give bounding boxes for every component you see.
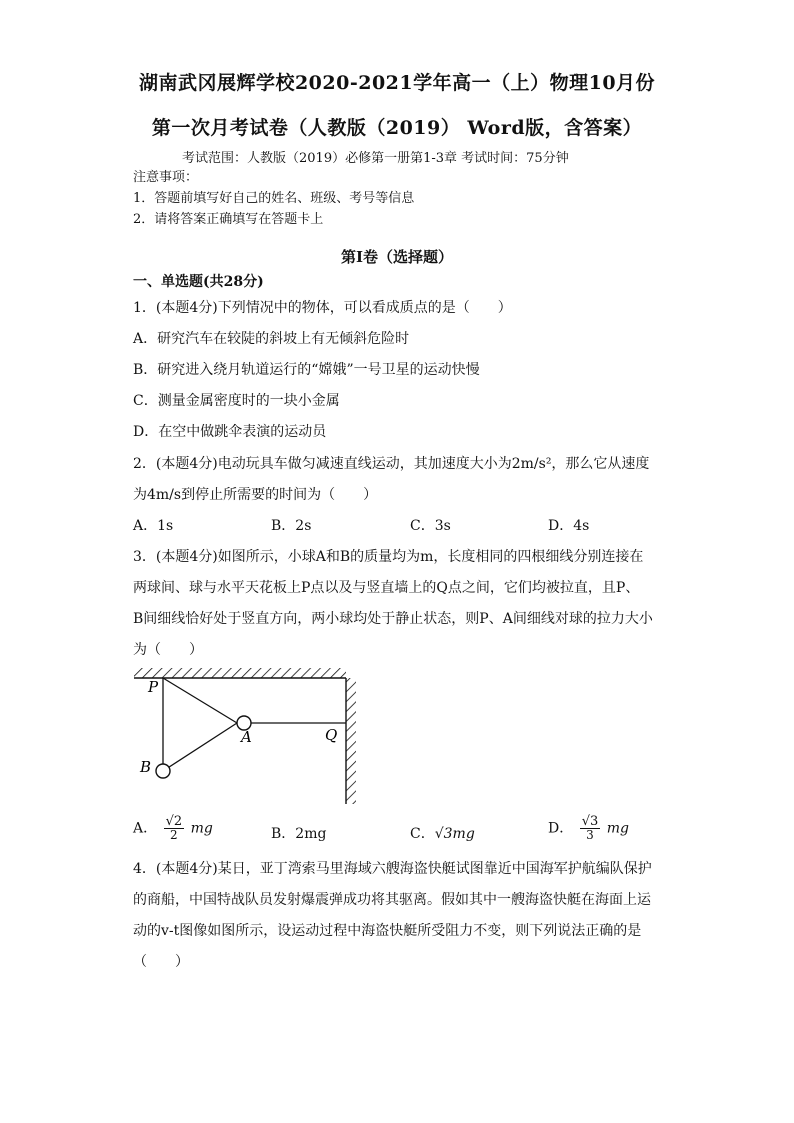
q2-option-b: B．2s [271, 518, 312, 534]
question-2-stem-line2: 为4m/s到停止所需要的时间为（ ） [133, 487, 378, 503]
q2-option-c: C．3s [410, 518, 451, 534]
question-3-stem-line1: 3．(本题4分)如图所示，小球A和B的质量均为m，长度相同的四根细线分别连接在 [133, 549, 644, 565]
question-4-stem-line3: 动的v-t图像如图所示，设运动过程中海盗快艇所受阻力不变，则下列说法正确的是 [133, 923, 642, 939]
q3-option-a-unit: mg [190, 820, 213, 837]
string-b-a [163, 723, 237, 771]
q3-option-d-denominator: 3 [586, 828, 594, 842]
wall-hatch [346, 678, 356, 804]
q1-option-b: B．研究进入绕月轨道运行的“嫦娥”一号卫星的运动快慢 [133, 362, 480, 378]
ceiling-hatch [134, 668, 346, 678]
question-4-stem-line1: 4．(本题4分)某日，亚丁湾索马里海域六艘海盗快艇试图靠近中国海军护航编队保护 [133, 861, 652, 877]
label-p: P [148, 678, 159, 696]
q3-figure [120, 660, 360, 810]
question-4-stem-line2: 的商船，中国特战队员发射爆震弹成功将其驱离。假如其中一艘海盗快艇在海面上运 [133, 892, 651, 908]
string-p-a [163, 678, 237, 723]
question-1-stem: 1．(本题4分)下列情况中的物体，可以看成质点的是（ ） [133, 300, 512, 316]
volume-title: 第I卷（选择题） [340, 248, 454, 266]
question-4-stem-line4: （ ） [133, 954, 189, 970]
ball-b [156, 764, 170, 778]
exam-range: 考试范围：人教版（2019）必修第一册第1-3章 考试时间：75分钟 [182, 151, 569, 166]
q3-option-d-label: D． [548, 820, 574, 837]
q3-option-d-fraction [580, 815, 601, 842]
exam-title-line1: 湖南武冈展辉学校2020-2021学年高一（上）物理10月份 [138, 72, 656, 94]
question-3-stem-line3: B间细线恰好处于竖直方向，两小球均处于静止状态，则P、A间细线对球的拉力大小 [133, 611, 653, 627]
q3-option-d-numerator: √3 [581, 814, 599, 829]
question-3-stem-line2: 两球间、球与水平天花板上P点以及与竖直墙上的Q点之间，它们均被拉直，且P、 [133, 580, 640, 596]
q3-option-a [133, 815, 213, 842]
q1-option-a: A．研究汽车在较陡的斜坡上有无倾斜危险时 [133, 331, 410, 347]
label-q: Q [325, 726, 338, 744]
label-b: B [140, 758, 152, 776]
q1-option-c: C．测量金属密度时的一块小金属 [133, 393, 340, 409]
q3-option-c [410, 823, 475, 843]
q3-option-a-numerator: √2 [165, 814, 183, 829]
note-item: 2．请将答案正确填写在答题卡上 [133, 212, 324, 227]
label-a: A [241, 728, 252, 746]
q2-option-a: A．1s [133, 518, 174, 534]
exam-title-line2: 第一次月考试卷（人教版（2019） Word版，含答案） [151, 117, 643, 139]
q3-option-a-denominator: 2 [170, 828, 178, 842]
question-3-stem-line4: 为（ ） [133, 642, 203, 658]
q3-option-a-fraction [164, 815, 185, 842]
notes-heading: 注意事项： [133, 170, 199, 185]
q3-option-d [548, 815, 629, 842]
q3-option-d-unit: mg [606, 820, 629, 837]
q3-option-b: B．2mg [271, 826, 327, 842]
question-2-stem-line1: 2．(本题4分)电动玩具车做匀减速直线运动，其加速度大小为2m/s²，那么它从速度 [133, 456, 650, 472]
part-title: 一、单选题(共28分) [133, 274, 264, 290]
q3-option-a-label: A． [133, 820, 158, 837]
note-item: 1．答题前填写好自己的姓名、班级、考号等信息 [133, 191, 415, 206]
q3-option-c-label: C． [410, 826, 435, 842]
q3-option-c-value: √3mg [434, 826, 475, 842]
q1-option-d: D．在空中做跳伞表演的运动员 [133, 424, 327, 440]
q2-option-d: D．4s [548, 518, 590, 534]
